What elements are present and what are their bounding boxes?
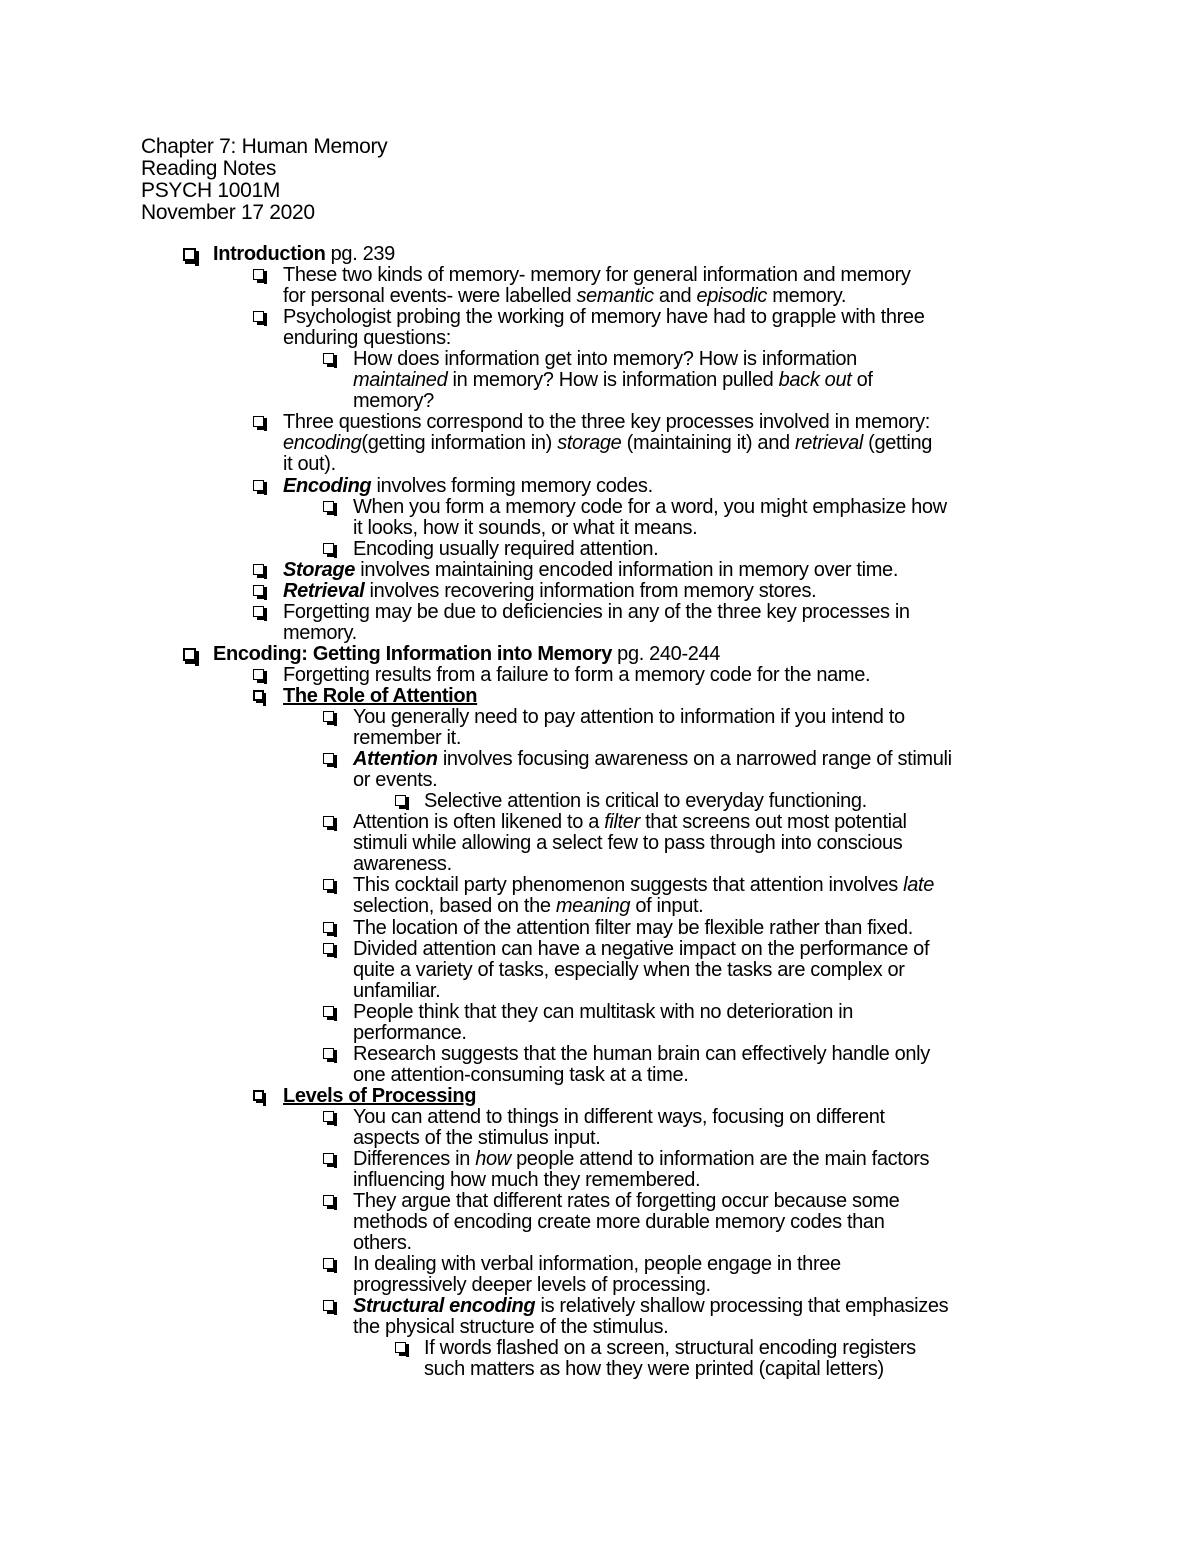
outline-text: Research suggests that the human brain can effectively handle only — [353, 1042, 930, 1065]
checkbox-bullet-icon — [253, 480, 264, 491]
outline-text: such matters as how they were printed (capital letters) — [424, 1358, 884, 1381]
checkbox-bullet-icon — [395, 1342, 406, 1353]
notes-date: November 17 2020 — [141, 201, 315, 224]
outline-text: it looks, how it sounds, or what it means. — [353, 516, 698, 539]
checkbox-bullet-icon — [323, 1300, 334, 1311]
checkbox-bullet-icon — [323, 922, 334, 933]
outline-text: awareness. — [353, 853, 452, 876]
outline-line — [0, 728, 1200, 749]
outline-line — [0, 1086, 1200, 1107]
checkbox-bullet-icon — [323, 711, 334, 722]
outline-text: progressively deeper levels of processing. — [353, 1274, 711, 1297]
outline-line — [0, 307, 1200, 328]
outline-text: Introduction pg. 239 — [213, 243, 395, 265]
outline-text: How does information get into memory? How is information — [353, 348, 857, 371]
outline-line — [0, 349, 1200, 370]
chapter-title: Chapter 7: Human Memory — [141, 135, 388, 158]
outline-line — [0, 707, 1200, 728]
outline-line — [0, 265, 1200, 286]
outline-text: Forgetting may be due to deficiencies in any of the three key processes in — [283, 600, 910, 623]
checkbox-bullet-icon — [395, 795, 406, 806]
outline-line — [0, 391, 1200, 412]
checkbox-bullet-icon — [253, 416, 264, 427]
outline-text: Psychologist probing the working of memory have had to grapple with three — [283, 306, 925, 329]
checkbox-bullet-icon — [323, 1048, 334, 1059]
outline-line — [0, 1044, 1200, 1065]
outline-text: stimuli while allowing a select few to pass through into conscious — [353, 832, 903, 855]
outline-text: Attention involves focusing awareness on a narrowed range of stimuli — [353, 748, 952, 771]
outline-line — [0, 644, 1200, 665]
outline-line — [0, 1128, 1200, 1149]
outline-text: Divided attention can have a negative impact on the performance of — [353, 937, 930, 960]
outline-line — [0, 1002, 1200, 1023]
checkbox-bullet-icon — [323, 353, 334, 364]
outline-line — [0, 244, 1200, 265]
checkbox-bullet-icon — [253, 311, 264, 322]
outline-text: maintained in memory? How is information pulled back out of — [353, 369, 873, 392]
checkbox-bullet-icon — [323, 543, 334, 554]
outline-line — [0, 1254, 1200, 1275]
outline-line — [0, 539, 1200, 560]
outline-text: remember it. — [353, 727, 462, 750]
outline-text: or events. — [353, 769, 438, 792]
outline-line — [0, 1170, 1200, 1191]
outline-text: one attention-consuming task at a time. — [353, 1063, 689, 1086]
outline-line — [0, 939, 1200, 960]
outline-line — [0, 1107, 1200, 1128]
outline-line — [0, 981, 1200, 1002]
outline-line — [0, 518, 1200, 539]
outline-text: memory. — [283, 621, 357, 644]
outline-text: for personal events- were labelled semantic and episodic memory. — [283, 285, 847, 308]
checkbox-bullet-icon — [183, 648, 196, 661]
outline-line — [0, 833, 1200, 854]
outline-text: Storage involves maintaining encoded information in memory over time. — [283, 558, 899, 581]
checkbox-bullet-icon — [323, 943, 334, 954]
outline-line — [0, 1065, 1200, 1086]
document-header — [141, 136, 387, 224]
outline-line — [0, 560, 1200, 581]
outline-line — [0, 1233, 1200, 1254]
outline-line — [0, 433, 1200, 454]
outline-line — [0, 1212, 1200, 1233]
outline-line — [0, 812, 1200, 833]
outline-text: This cocktail party phenomenon suggests that attention involves late — [353, 874, 935, 897]
checkbox-bullet-icon — [323, 1111, 334, 1122]
checkbox-bullet-icon — [183, 248, 196, 261]
outline-text: quite a variety of tasks, especially when the tasks are complex or — [353, 958, 905, 981]
course-code: PSYCH 1001M — [141, 179, 281, 202]
checkbox-bullet-icon — [323, 1195, 334, 1206]
checkbox-bullet-icon — [253, 690, 264, 701]
outline-text: These two kinds of memory- memory for general information and memory — [283, 264, 911, 287]
checkbox-bullet-icon — [323, 1006, 334, 1017]
outline-line — [0, 497, 1200, 518]
outline-text: Forgetting results from a failure to form a memory code for the name. — [283, 663, 871, 686]
outline-text: the physical structure of the stimulus. — [353, 1316, 669, 1339]
outline-text: You generally need to pay attention to information if you intend to — [353, 706, 905, 729]
outline-line — [0, 623, 1200, 644]
outline-line — [0, 370, 1200, 391]
checkbox-bullet-icon — [323, 1153, 334, 1164]
checkbox-bullet-icon — [253, 606, 264, 617]
outline-text: influencing how much they remembered. — [353, 1169, 701, 1192]
outline-text: Levels of Processing — [283, 1084, 477, 1107]
outline-text: others. — [353, 1232, 412, 1255]
checkbox-bullet-icon — [323, 501, 334, 512]
outline-line — [0, 686, 1200, 707]
outline-text: Selective attention is critical to everyday functioning. — [424, 790, 867, 813]
outline-text: Structural encoding is relatively shallow processing that emphasizes — [353, 1295, 949, 1318]
outline-text: People think that they can multitask with no deterioration in — [353, 1000, 854, 1023]
outline-text: encoding(getting information in) storage (maintaining it) and retrieval (getting — [283, 432, 933, 455]
outline-text: If words flashed on a screen, structural encoding registers — [424, 1337, 916, 1360]
checkbox-bullet-icon — [253, 269, 264, 280]
outline-text: The Role of Attention — [283, 684, 478, 707]
checkbox-bullet-icon — [323, 879, 334, 890]
outline-line — [0, 412, 1200, 433]
outline-text: aspects of the stimulus input. — [353, 1126, 601, 1149]
outline-line — [0, 476, 1200, 497]
outline-text: Three questions correspond to the three key processes involved in memory: — [283, 411, 931, 434]
outline-line — [0, 286, 1200, 307]
outline-line — [0, 602, 1200, 623]
outline-line — [0, 328, 1200, 349]
outline-line — [0, 1317, 1200, 1338]
outline-line — [0, 665, 1200, 686]
outline-line — [0, 770, 1200, 791]
checkbox-bullet-icon — [323, 753, 334, 764]
checkbox-bullet-icon — [323, 1258, 334, 1269]
outline-line — [0, 1296, 1200, 1317]
outline-line — [0, 581, 1200, 602]
outline-text: it out). — [283, 453, 336, 476]
outline-line — [0, 854, 1200, 875]
outline-text: performance. — [353, 1021, 467, 1044]
outline-text: Retrieval involves recovering information from memory stores. — [283, 579, 817, 602]
outline-text: Attention is often likened to a filter that screens out most potential — [353, 811, 907, 834]
outline-text: Encoding usually required attention. — [353, 537, 659, 560]
outline-text: selection, based on the meaning of input. — [353, 895, 704, 918]
checkbox-bullet-icon — [253, 669, 264, 680]
outline-text: memory? — [353, 390, 434, 413]
outline-text: In dealing with verbal information, people engage in three — [353, 1253, 841, 1276]
outline-line — [0, 875, 1200, 896]
outline-text: methods of encoding create more durable memory codes than — [353, 1211, 885, 1234]
outline-text: Encoding involves forming memory codes. — [283, 474, 653, 497]
checkbox-bullet-icon — [253, 585, 264, 596]
outline-text: Encoding: Getting Information into Memory pg. 240-244 — [213, 642, 721, 665]
outline-line — [0, 1191, 1200, 1212]
notes-subtitle: Reading Notes — [141, 157, 277, 180]
outline-text: Differences in how people attend to information are the main factors — [353, 1148, 930, 1171]
outline-text: unfamiliar. — [353, 979, 441, 1002]
outline-text: When you form a memory code for a word, you might emphasize how — [353, 495, 947, 518]
outline-line — [0, 918, 1200, 939]
outline-line — [0, 1149, 1200, 1170]
outline-line — [0, 1275, 1200, 1296]
outline-line — [0, 1023, 1200, 1044]
checkbox-bullet-icon — [253, 564, 264, 575]
outline-text: You can attend to things in different ways, focusing on different — [353, 1105, 885, 1128]
outline-line — [0, 454, 1200, 475]
outline-text: enduring questions: — [283, 327, 451, 350]
outline-line — [0, 1359, 1200, 1380]
outline-line — [0, 749, 1200, 770]
outline-line — [0, 960, 1200, 981]
checkbox-bullet-icon — [323, 816, 334, 827]
outline-text: The location of the attention filter may be flexible rather than fixed. — [353, 916, 913, 939]
outline-line — [0, 1338, 1200, 1359]
checkbox-bullet-icon — [253, 1090, 264, 1101]
outline-line — [0, 896, 1200, 917]
outline-line — [0, 791, 1200, 812]
outline-text: They argue that different rates of forgetting occur because some — [353, 1190, 900, 1213]
notes-outline — [0, 244, 1200, 1381]
